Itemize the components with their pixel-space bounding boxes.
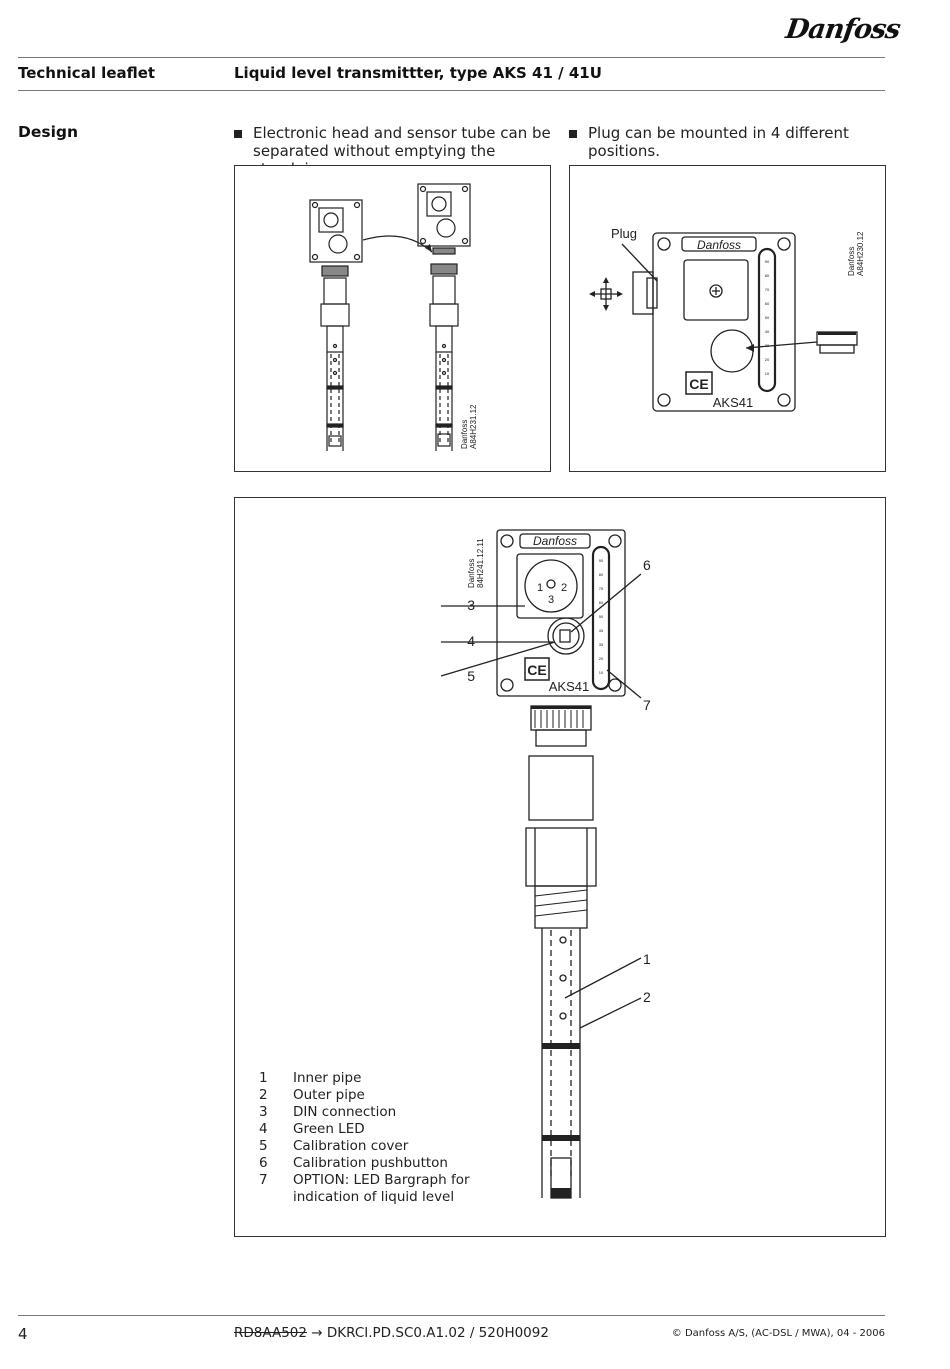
new-code: DKRCI.PD.SC0.A1.02 / 520H0092 (326, 1325, 549, 1341)
din-pin-1: 1 (536, 582, 544, 594)
callout-4: 4 (467, 633, 475, 649)
callout-5: 5 (467, 668, 475, 684)
figure3-brand: Danfoss (532, 534, 578, 548)
figure2-code-line2: A84H230.12 (856, 231, 865, 276)
figure2-led-scale (765, 259, 770, 376)
legend-item (259, 1172, 479, 1206)
plug-positions-drawing (570, 166, 885, 471)
callout-6: 6 (643, 557, 651, 573)
legend-item (259, 1070, 479, 1087)
scale-tick-label: 90 (598, 558, 604, 563)
page-number: 4 (18, 1325, 28, 1343)
legend-num: 2 (259, 1087, 268, 1103)
scale-tick-label: 50 (598, 614, 604, 619)
legend-item (259, 1155, 479, 1172)
figure1-code-line2: A84H231.12 (469, 404, 478, 449)
bullet-1-line1: Electronic head and sensor tube can be (253, 124, 551, 142)
scale-tick-label: 10 (764, 371, 770, 376)
callout-1: 1 (643, 951, 651, 967)
scale-tick-label: 10 (598, 670, 604, 675)
callout-7: 7 (643, 697, 651, 713)
figure3-code-line2: 84H241.12.11 (476, 538, 485, 588)
doc-type: Technical leaflet (18, 64, 156, 82)
scale-tick-label: 30 (764, 343, 770, 348)
bullet-2-line1: Plug can be mounted in 4 different positions. (588, 124, 849, 160)
bullet-marker (234, 130, 242, 138)
scale-tick-label: 75 (598, 586, 604, 591)
legend-text: Calibration cover (293, 1138, 409, 1154)
scale-tick-label: 35 (598, 642, 604, 647)
legend-text: OPTION: LED Bargraph for (293, 1172, 470, 1188)
legend-num: 5 (259, 1138, 268, 1154)
old-code: RD8AA502 (234, 1325, 307, 1341)
arrow-icon: → (311, 1325, 323, 1341)
figure-plug-positions (569, 165, 886, 472)
legend-item (259, 1138, 479, 1155)
header-top-rule (18, 57, 885, 58)
legend-text: Green LED (293, 1121, 365, 1137)
scale-tick-label: 60 (598, 600, 604, 605)
legend-item (259, 1121, 479, 1138)
figure3-led-scale (599, 558, 604, 675)
bullet-marker (569, 130, 577, 138)
figure2-brand: Danfoss (696, 238, 742, 252)
callout-3: 3 (467, 597, 475, 613)
ce-mark: CE (689, 376, 709, 392)
figure-components (234, 497, 886, 1237)
legend-text: Calibration pushbutton (293, 1155, 448, 1171)
figure-separation (234, 165, 551, 472)
figure2-model: AKS41 (712, 395, 754, 410)
legend-item (259, 1087, 479, 1104)
figure1-code-line1: Danfoss (460, 419, 469, 449)
ce-mark: CE (527, 662, 547, 678)
danfoss-logo: Danfoss (783, 14, 902, 45)
scale-tick-label: 20 (598, 656, 604, 661)
figure2-code-line1: Danfoss (847, 246, 856, 276)
legend-item (259, 1104, 479, 1121)
scale-tick-label: 50 (764, 315, 770, 320)
scale-tick-label: 90 (764, 259, 770, 264)
plug-label: Plug (611, 226, 638, 241)
separation-drawing (235, 166, 550, 471)
scale-tick-label: 80 (598, 572, 604, 577)
scale-tick-label: 80 (764, 273, 770, 278)
legend-text-continued: indication of liquid level (293, 1189, 455, 1205)
legend-num: 4 (259, 1121, 268, 1137)
scale-tick-label: 40 (764, 329, 770, 334)
legend-text: DIN connection (293, 1104, 397, 1120)
copyright: © Danfoss A/S, (AC-DSL / MWA), 04 - 2006 (671, 1328, 885, 1339)
legend-num: 3 (259, 1104, 268, 1120)
legend-text: Outer pipe (293, 1087, 365, 1103)
document-codes (234, 1325, 549, 1341)
din-pin-3: 3 (547, 594, 555, 606)
legend-num: 7 (259, 1172, 268, 1188)
legend-num: 1 (259, 1070, 268, 1086)
footer-rule (18, 1315, 885, 1316)
scale-tick-label: 70 (764, 287, 770, 292)
legend-text: Inner pipe (293, 1070, 362, 1086)
figure3-model: AKS41 (548, 679, 590, 694)
legend (259, 1070, 479, 1210)
page-title: Liquid level transmittter, type AKS 41 / 41U (234, 64, 602, 82)
figure3-code-line1: Danfoss (467, 558, 476, 588)
scale-tick-label: 45 (598, 628, 604, 633)
section-title: Design (18, 123, 79, 141)
bullet-1-line2: separated without emptying the (253, 142, 496, 160)
legend-num: 6 (259, 1155, 268, 1171)
scale-tick-label: 20 (764, 357, 770, 362)
scale-tick-label: 60 (764, 301, 770, 306)
din-pin-2: 2 (560, 582, 568, 594)
callout-2: 2 (643, 989, 651, 1005)
header-bottom-rule (18, 90, 885, 91)
